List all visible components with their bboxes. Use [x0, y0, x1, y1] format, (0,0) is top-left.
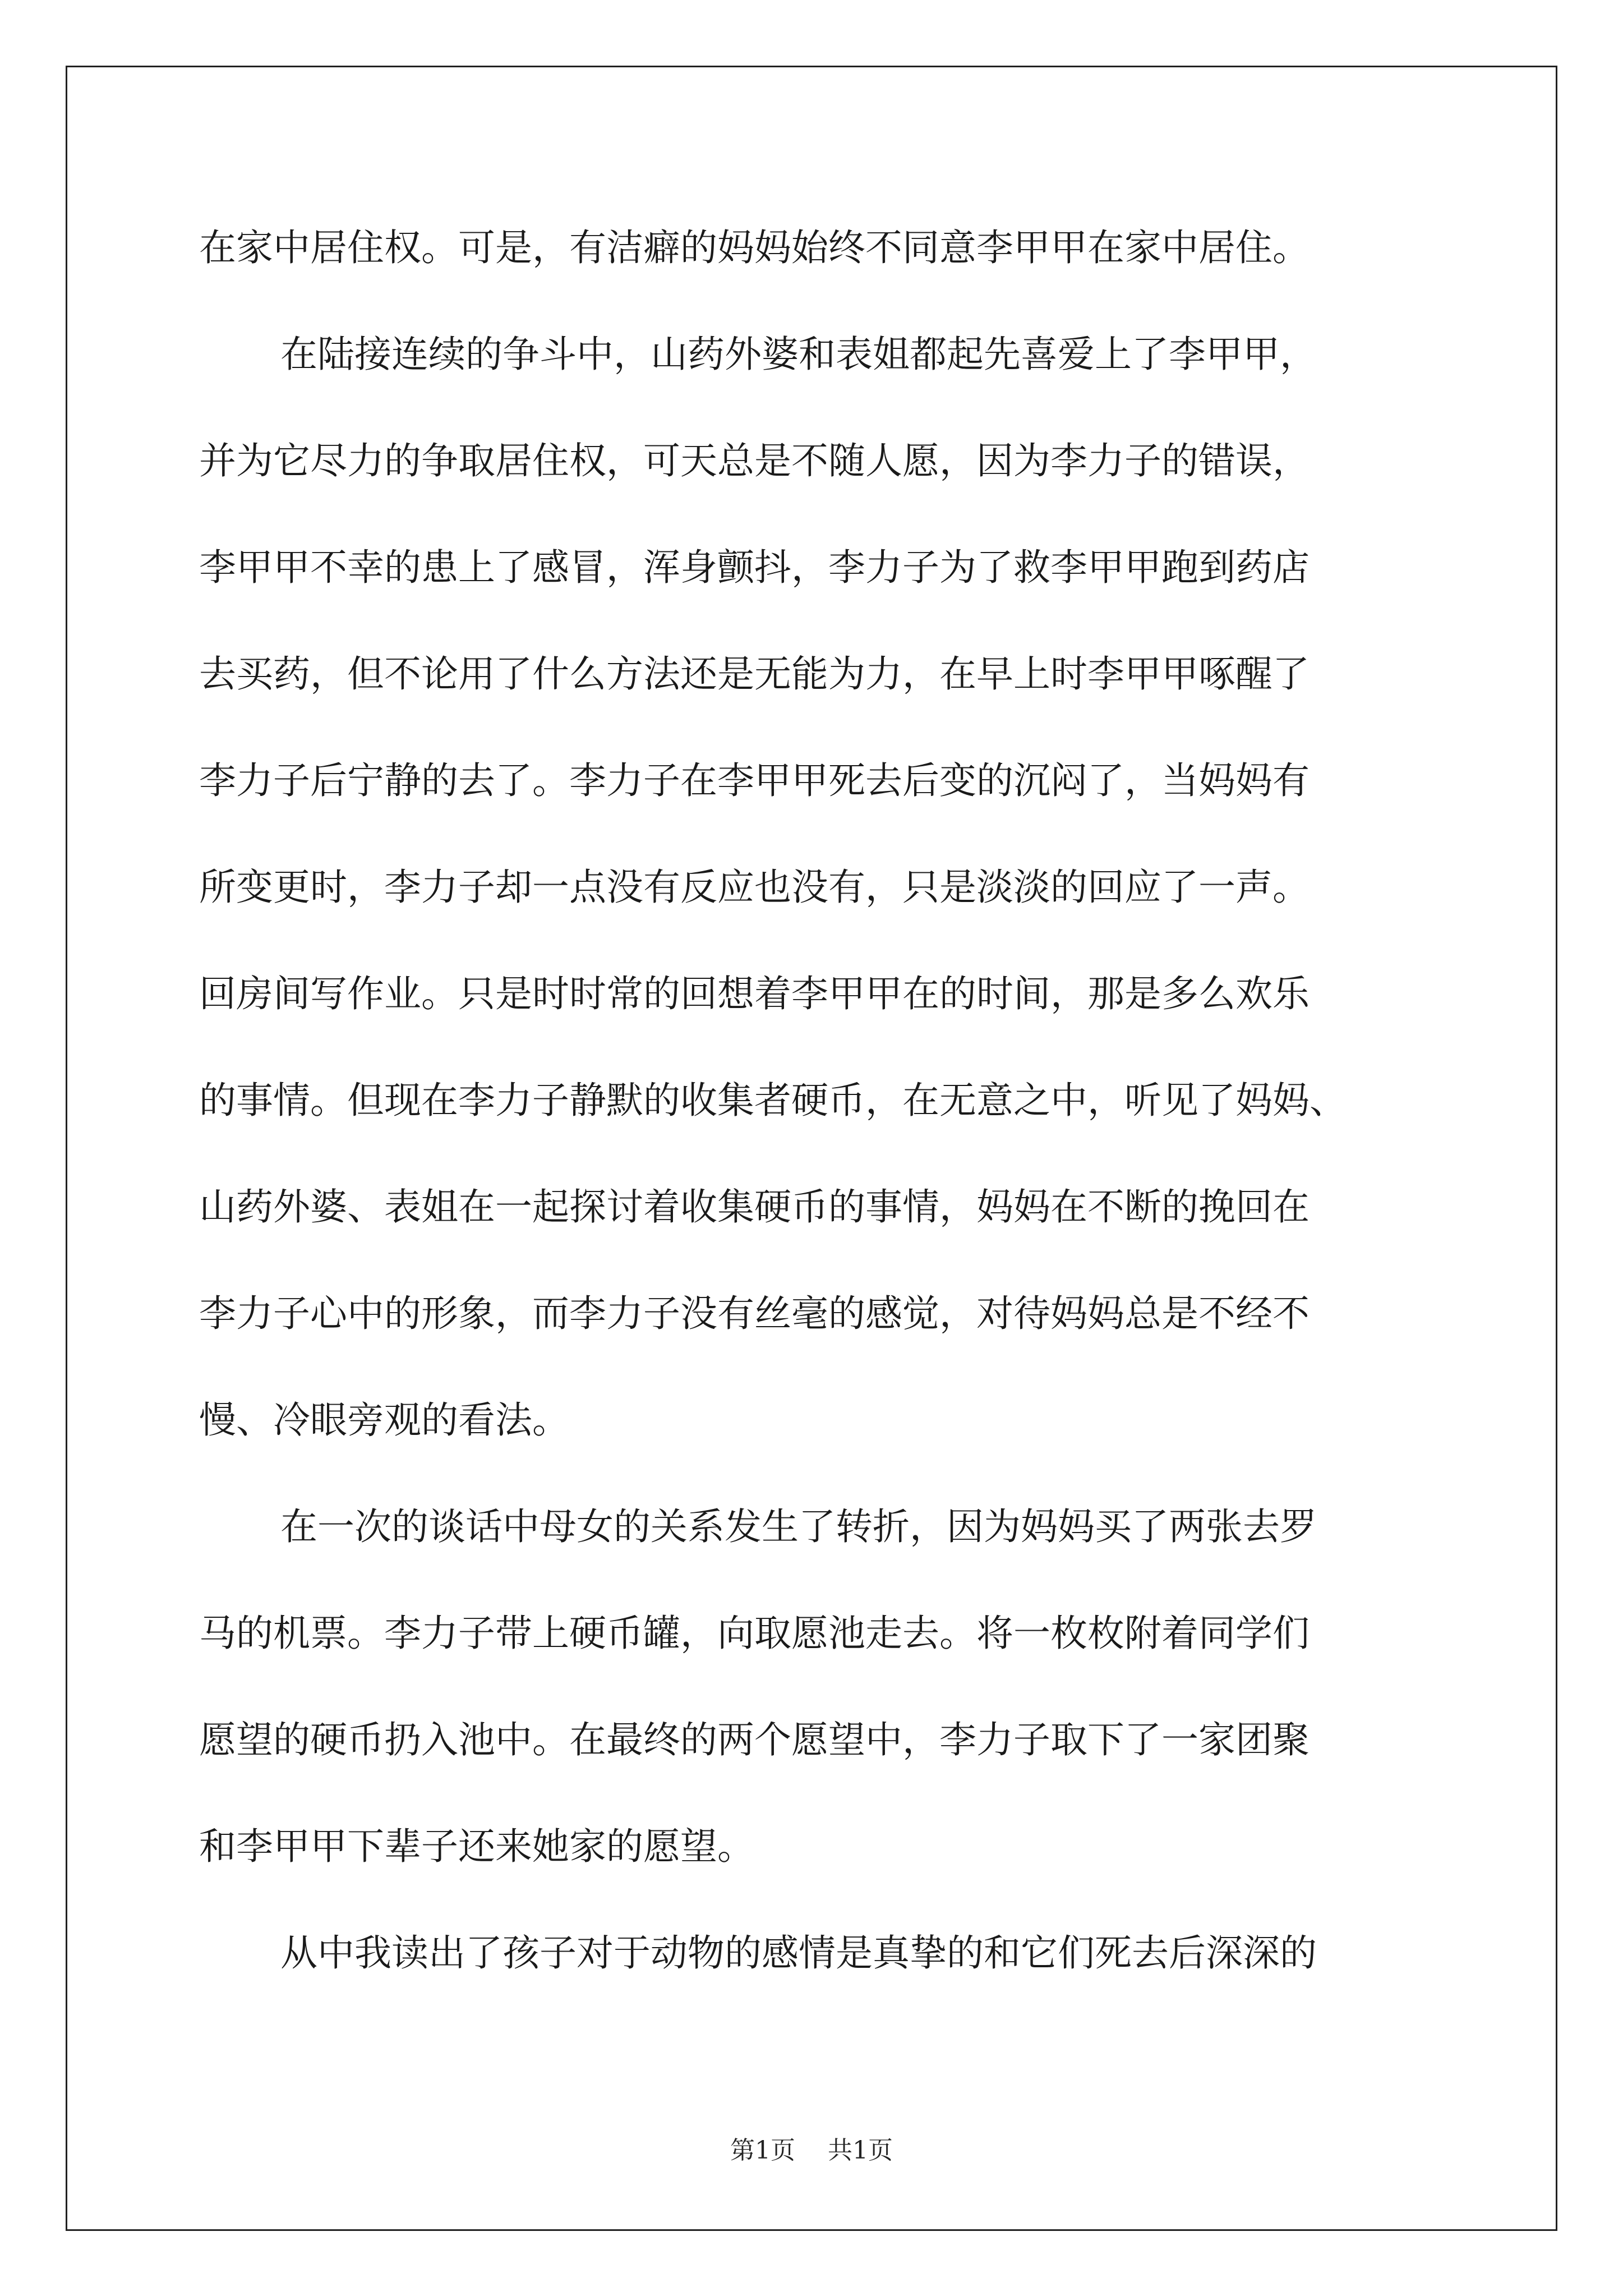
text-line: 马的机票。李力子带上硬币罐，向取愿池走去。将一枚枚附着同学们 [199, 1612, 1310, 1655]
text-line: 回房间写作业。只是时时常的回想着李甲甲在的时间，那是多么欢乐 [199, 972, 1310, 1015]
text-line: 并为它尽力的争取居住权，可天总是不随人愿，因为李力子的错误， [199, 439, 1310, 482]
text-line: 愿望的硬币扔入池中。在最终的两个愿望中，李力子取下了一家团聚 [199, 1718, 1310, 1761]
text-line: 去买药，但不论用了什么方法还是无能为力，在早上时李甲甲啄醒了 [199, 652, 1310, 696]
page-footer [0, 2130, 1623, 2166]
document-body [199, 211, 1433, 2023]
page-number: 第1页 [730, 2136, 795, 2165]
text-line: 李甲甲不幸的患上了感冒，浑身颤抖，李力子为了救李甲甲跑到药店 [199, 546, 1310, 589]
text-line: 在家中居住权。可是，有洁癖的妈妈始终不同意李甲甲在家中居住。 [199, 226, 1310, 269]
text-line: 李力子心中的形象，而李力子没有丝毫的感觉，对待妈妈总是不经不 [199, 1292, 1310, 1335]
text-line: 山药外婆、表姐在一起探讨着收集硬币的事情，妈妈在不断的挽回在 [199, 1185, 1310, 1228]
text-line: 和李甲甲下辈子还来她家的愿望。 [199, 1825, 754, 1868]
text-line: 从中我读出了孩子对于动物的感情是真挚的和它们死去后深深的 [280, 1931, 1317, 1975]
text-line: 在一次的谈话中母女的关系发生了转折，因为妈妈买了两张去罗 [280, 1505, 1317, 1548]
text-line: 的事情。但现在李力子静默的收集者硬币，在无意之中，听见了妈妈、 [199, 1079, 1347, 1122]
text-line: 在陆接连续的争斗中，山药外婆和表姐都起先喜爱上了李甲甲， [280, 333, 1317, 376]
text-line: 慢、冷眼旁观的看法。 [199, 1398, 569, 1442]
text-line: 李力子后宁静的去了。李力子在李甲甲死去后变的沉闷了，当妈妈有 [199, 759, 1310, 802]
text-line: 所变更时，李力子却一点没有反应也没有，只是淡淡的回应了一声。 [199, 866, 1310, 909]
page-total: 共1页 [828, 2136, 893, 2165]
